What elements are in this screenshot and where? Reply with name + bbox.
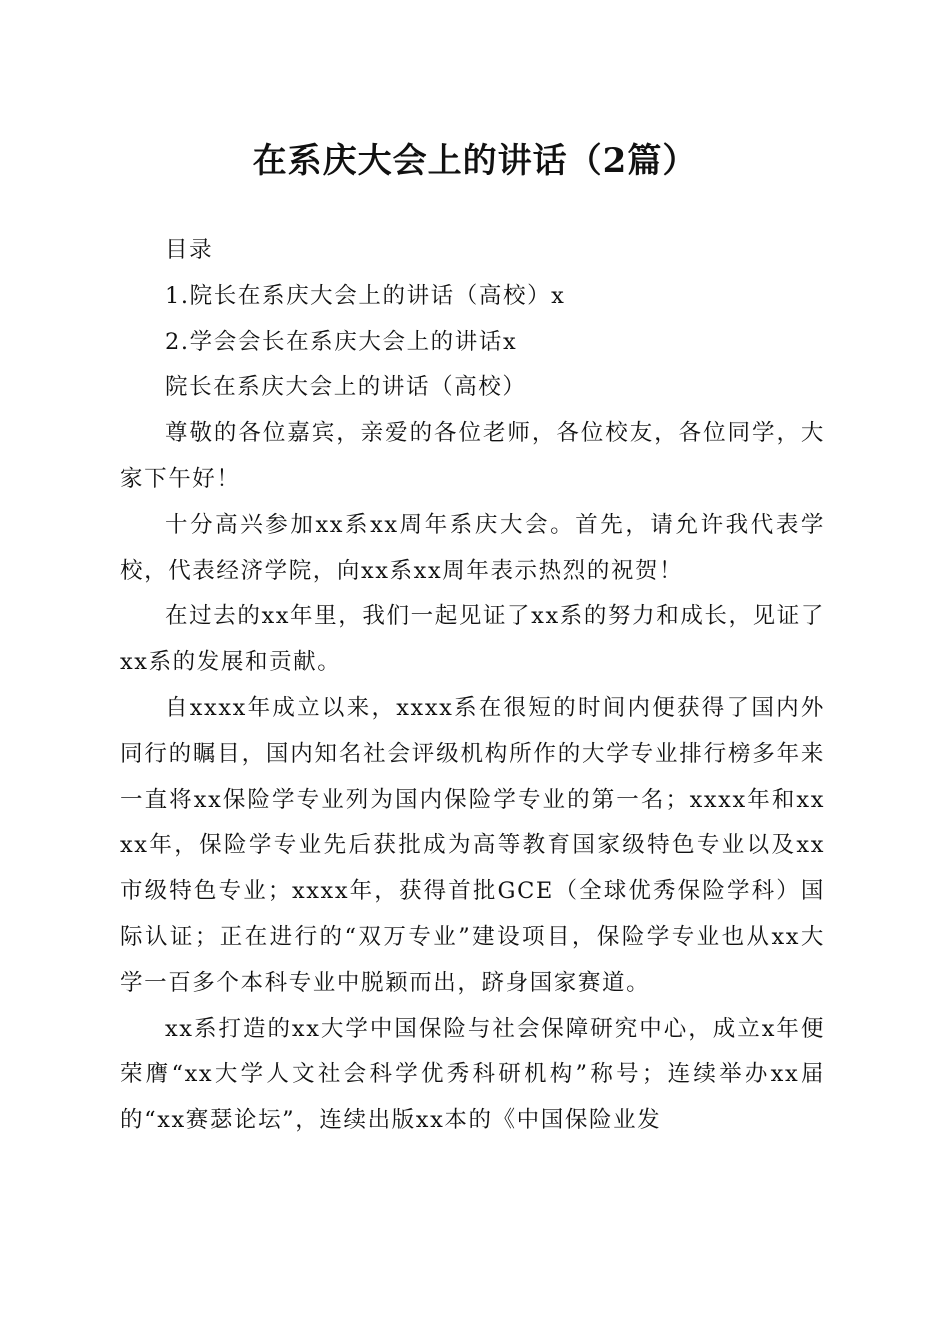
document-title: 在系庆大会上的讲话（2篇） <box>252 141 698 181</box>
document-body <box>120 228 825 1144</box>
toc-heading: 目录 <box>165 237 214 263</box>
greeting-paragraph: 尊敬的各位嘉宾，亲爱的各位老师，各位校友，各位同学，大家下午好！ <box>120 420 825 492</box>
body-paragraph: 十分高兴参加xx系xx周年系庆大会。首先，请允许我代表学校，代表经济学院，向xx系xx周年表示热烈的祝贺！ <box>120 511 825 584</box>
toc-item-1: 1.院长在系庆大会上的讲话（高校）x <box>165 282 566 309</box>
body-paragraph: 在过去的xx年里，我们一起见证了xx系的努力和成长，见证了xx系的发展和贡献。 <box>120 603 825 676</box>
body-paragraph: 自xxxx年成立以来，xxxx系在很短的时间内便获得了国内外同行的瞩目，国内知名社会评级机构所作的大学专业排行榜多年来一直将xx保险学专业列为国内保险学专业的第一名；xxxx年和xxxx年，保险学专业先后获批成为高等教育国家级特色专业以及xx市级特色专业；xxxx年，获得首批GCE（全球优秀保险学科）国际认证；正在进行的“双万专业”建设项目，保险学专业也从xx大学一百多个本科专业中脱颖而出，跻身国家赛道。 <box>120 694 825 996</box>
body-paragraph: xx系打造的xx大学中国保险与社会保障研究中心，成立x年便荣膺“xx大学人文社会科学优秀科研机构”称号；连续举办xx届的“xx赛瑟论坛”，连续出版xx本的《中国保险业发 <box>120 1015 825 1134</box>
section-heading: 院长在系庆大会上的讲话（高校） <box>165 374 527 401</box>
toc-item-2: 2.学会会长在系庆大会上的讲话x <box>165 328 518 355</box>
